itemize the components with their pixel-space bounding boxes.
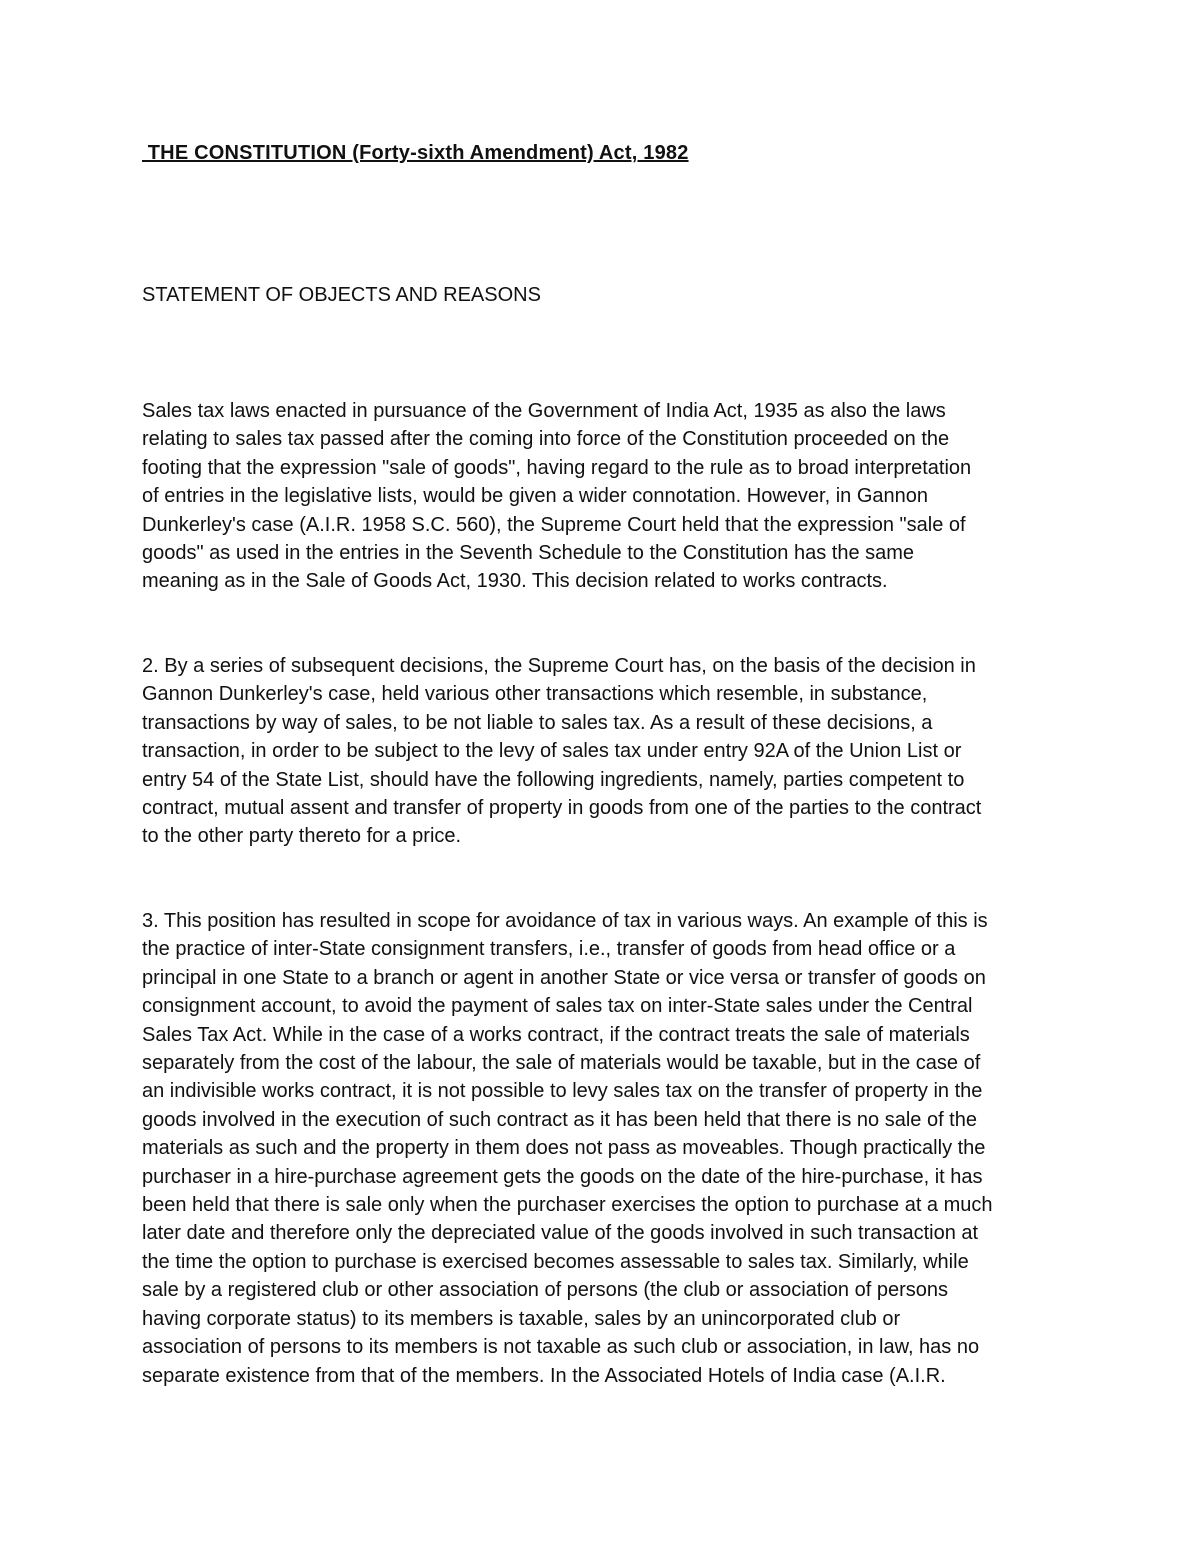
section-heading: STATEMENT OF OBJECTS AND REASONS	[142, 284, 541, 306]
paragraph-line: Dunkerley's case (A.I.R. 1958 S.C. 560), the Supreme Court held that the expression "sale of	[142, 513, 966, 536]
paragraph-line: 2. By a series of subsequent decisions, the Supreme Court has, on the basis of the decision in	[142, 655, 976, 677]
paragraph-line: separate existence from that of the members. In the Associated Hotels of India case (A.I.R.	[142, 1364, 946, 1387]
paragraph-line: consignment account, to avoid the payment of sales tax on inter-State sales under the Central	[142, 995, 973, 1018]
paragraph-line: transaction, in order to be subject to the levy of sales tax under entry 92A of the Union List or	[142, 740, 962, 763]
paragraph-line: footing that the expression "sale of goods", having regard to the rule as to broad interpretation	[142, 456, 972, 479]
paragraph-line: association of persons to its members is not taxable as such club or association, in law, has no	[142, 1336, 980, 1359]
paragraph-line: sale by a registered club or other association of persons (the club or association of persons	[142, 1279, 948, 1302]
paragraph-line: purchaser in a hire-purchase agreement gets the goods on the date of the hire-purchase, it has	[142, 1165, 983, 1188]
paragraph-line: goods" as used in the entries in the Seventh Schedule to the Constitution has the same	[142, 542, 915, 565]
paragraph-line: having corporate status) to its members is taxable, sales by an unincorporated club or	[142, 1307, 901, 1330]
paragraph-line: meaning as in the Sale of Goods Act, 1930. This decision related to works contracts.	[142, 570, 888, 593]
paragraph-3	[142, 907, 1082, 1390]
paragraph-line: Sales Tax Act. While in the case of a works contract, if the contract treats the sale of materials	[142, 1023, 970, 1046]
paragraph-2	[142, 652, 1082, 851]
paragraph-line: principal in one State to a branch or agent in another State or vice versa or transfer of goods on	[142, 966, 986, 989]
paragraph-line: the time the option to purchase is exercised becomes assessable to sales tax. Similarly, while	[142, 1250, 969, 1273]
paragraph-line: Sales tax laws enacted in pursuance of the Government of India Act, 1935 as also the laws	[142, 400, 946, 422]
paragraph-line: Gannon Dunkerley's case, held various other transactions which resemble, in substance,	[142, 683, 928, 706]
paragraph-line: transactions by way of sales, to be not liable to sales tax. As a result of these decisions, a	[142, 711, 933, 734]
paragraph-line: 3. This position has resulted in scope for avoidance of tax in various ways. An example of this is	[142, 910, 988, 932]
paragraph-line: materials as such and the property in them does not pass as moveables. Though practically the	[142, 1137, 986, 1160]
paragraph-line: goods involved in the execution of such contract as it has been held that there is no sale of the	[142, 1108, 977, 1131]
paragraph-line: an indivisible works contract, it is not possible to levy sales tax on the transfer of property in the	[142, 1080, 983, 1103]
paragraph-line: the practice of inter-State consignment transfers, i.e., transfer of goods from head office or a	[142, 938, 956, 961]
paragraph-line: been held that there is sale only when the purchaser exercises the option to purchase at a much	[142, 1194, 993, 1217]
paragraph-line: later date and therefore only the depreciated value of the goods involved in such transaction at	[142, 1222, 979, 1245]
document-title: THE CONSTITUTION (Forty-sixth Amendment) Act, 1982	[142, 142, 689, 164]
paragraph-line: relating to sales tax passed after the coming into force of the Constitution proceeded on the	[142, 428, 950, 451]
paragraph-line: separately from the cost of the labour, the sale of materials would be taxable, but in the case of	[142, 1052, 981, 1075]
paragraph-line: of entries in the legislative lists, would be given a wider connotation. However, in Gannon	[142, 485, 929, 508]
paragraph-line: entry 54 of the State List, should have the following ingredients, namely, parties competent to	[142, 768, 965, 791]
paragraph-line: to the other party thereto for a price.	[142, 825, 462, 848]
paragraph-1	[142, 397, 1082, 596]
paragraph-line: contract, mutual assent and transfer of property in goods from one of the parties to the contract	[142, 797, 982, 820]
